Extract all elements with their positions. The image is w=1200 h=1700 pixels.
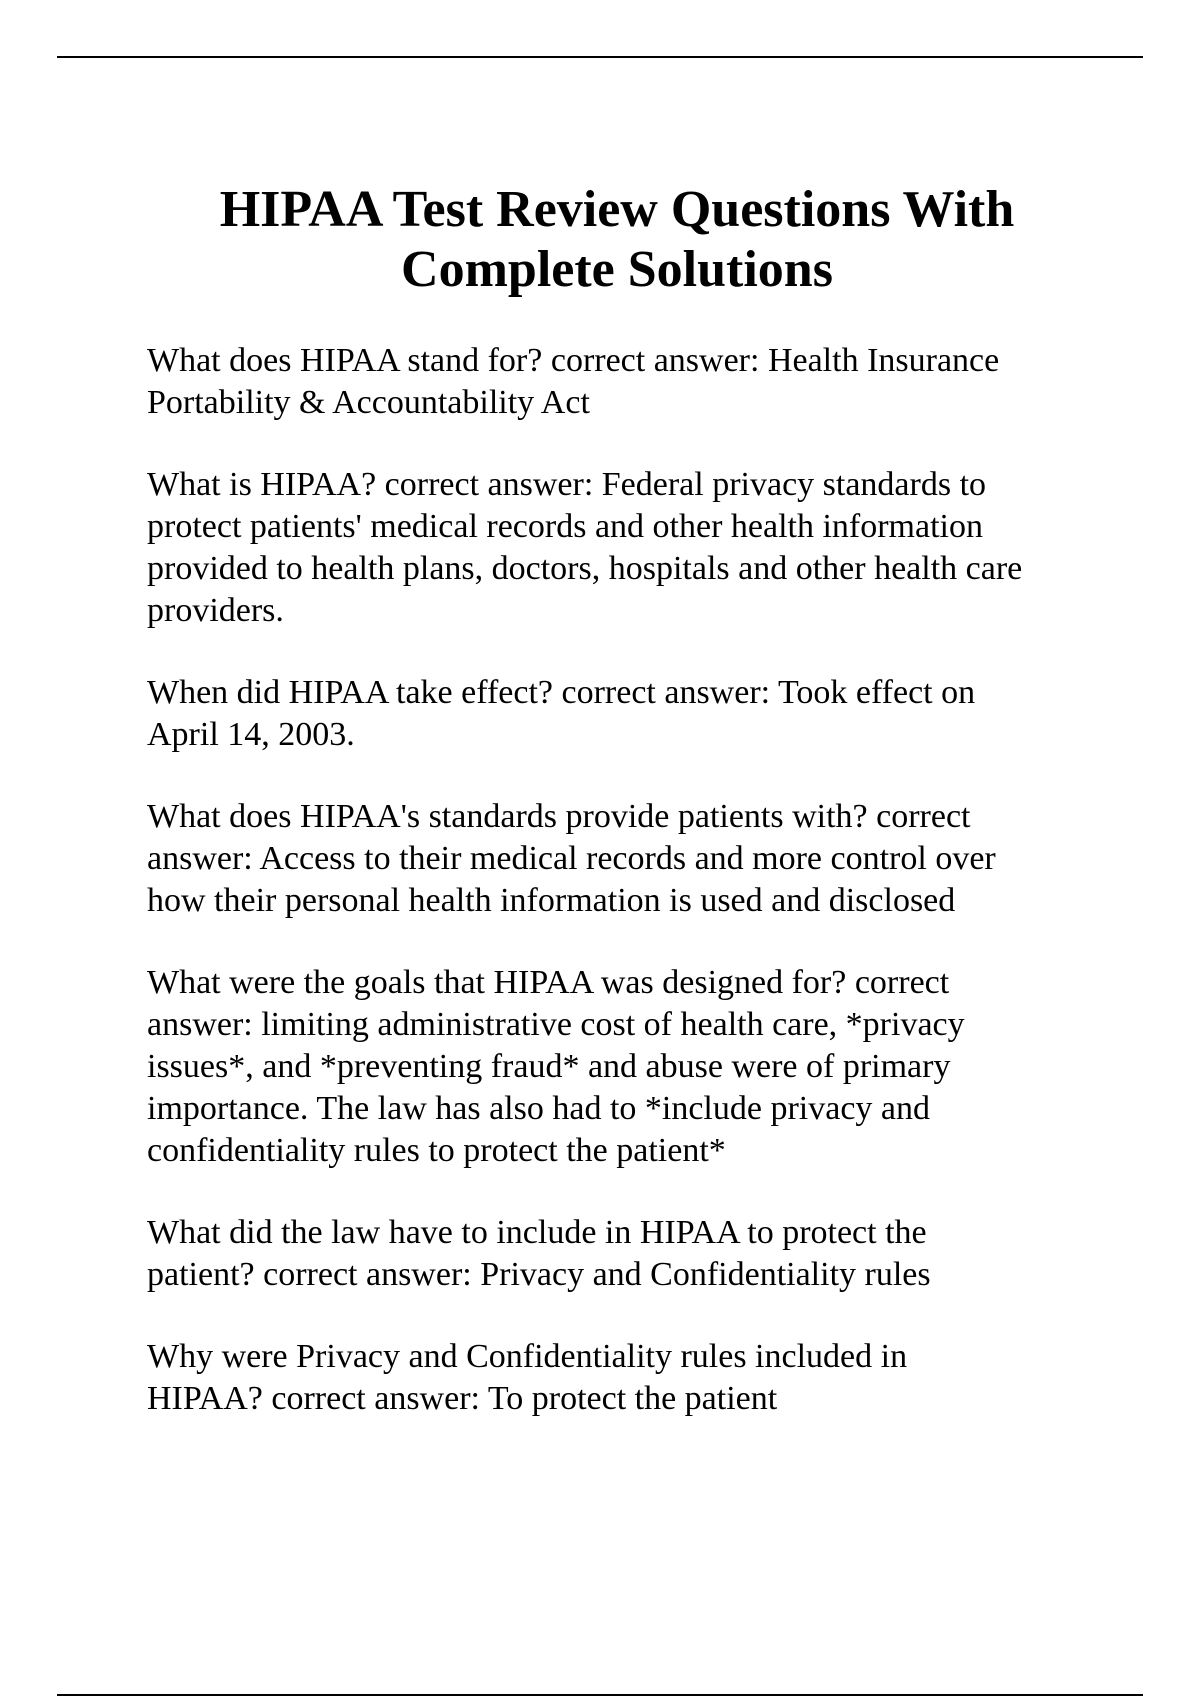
qa-line: confidentiality rules to protect the patient* xyxy=(147,1132,726,1169)
title-line: Complete Solutions xyxy=(401,241,833,298)
qa-line: issues*, and *preventing fraud* and abuse were of primary xyxy=(147,1048,951,1085)
title-line: HIPAA Test Review Questions With xyxy=(219,181,1015,238)
qa-line: When did HIPAA take effect? correct answer: Took effect on xyxy=(147,674,976,711)
qa-line: Portability & Accountability Act xyxy=(147,384,590,421)
qa-line: how their personal health information is used and disclosed xyxy=(147,882,956,919)
qa-line: importance. The law has also had to *include privacy and xyxy=(147,1090,931,1127)
qa-line: HIPAA? correct answer: To protect the patient xyxy=(147,1380,778,1417)
qa-item xyxy=(147,962,1087,1172)
document-title xyxy=(147,180,1087,300)
qa-item xyxy=(147,464,1087,632)
bottom-divider xyxy=(57,1694,1143,1696)
qa-line: Why were Privacy and Confidentiality rules included in xyxy=(147,1338,908,1375)
qa-list xyxy=(147,340,1087,1420)
qa-line: What were the goals that HIPAA was designed for? correct xyxy=(147,964,950,1001)
qa-item xyxy=(147,672,1087,756)
qa-item xyxy=(147,1212,1087,1296)
qa-line: answer: Access to their medical records and more control over xyxy=(147,840,996,877)
qa-item xyxy=(147,796,1087,922)
qa-line: What did the law have to include in HIPAA to protect the xyxy=(147,1214,927,1251)
qa-item xyxy=(147,1336,1087,1420)
qa-line: patient? correct answer: Privacy and Confidentiality rules xyxy=(147,1256,931,1293)
qa-line: What does HIPAA's standards provide patients with? correct xyxy=(147,798,971,835)
qa-line: answer: limiting administrative cost of health care, *privacy xyxy=(147,1006,965,1043)
qa-line: protect patients' medical records and other health information xyxy=(147,508,983,545)
qa-line: What does HIPAA stand for? correct answer: Health Insurance xyxy=(147,342,1000,379)
qa-line: providers. xyxy=(147,592,284,629)
document-body xyxy=(147,180,1087,1460)
qa-item xyxy=(147,340,1087,424)
qa-line: What is HIPAA? correct answer: Federal privacy standards to xyxy=(147,466,987,503)
top-divider xyxy=(57,56,1143,58)
qa-line: April 14, 2003. xyxy=(147,716,355,753)
qa-line: provided to health plans, doctors, hospitals and other health care xyxy=(147,550,1023,587)
